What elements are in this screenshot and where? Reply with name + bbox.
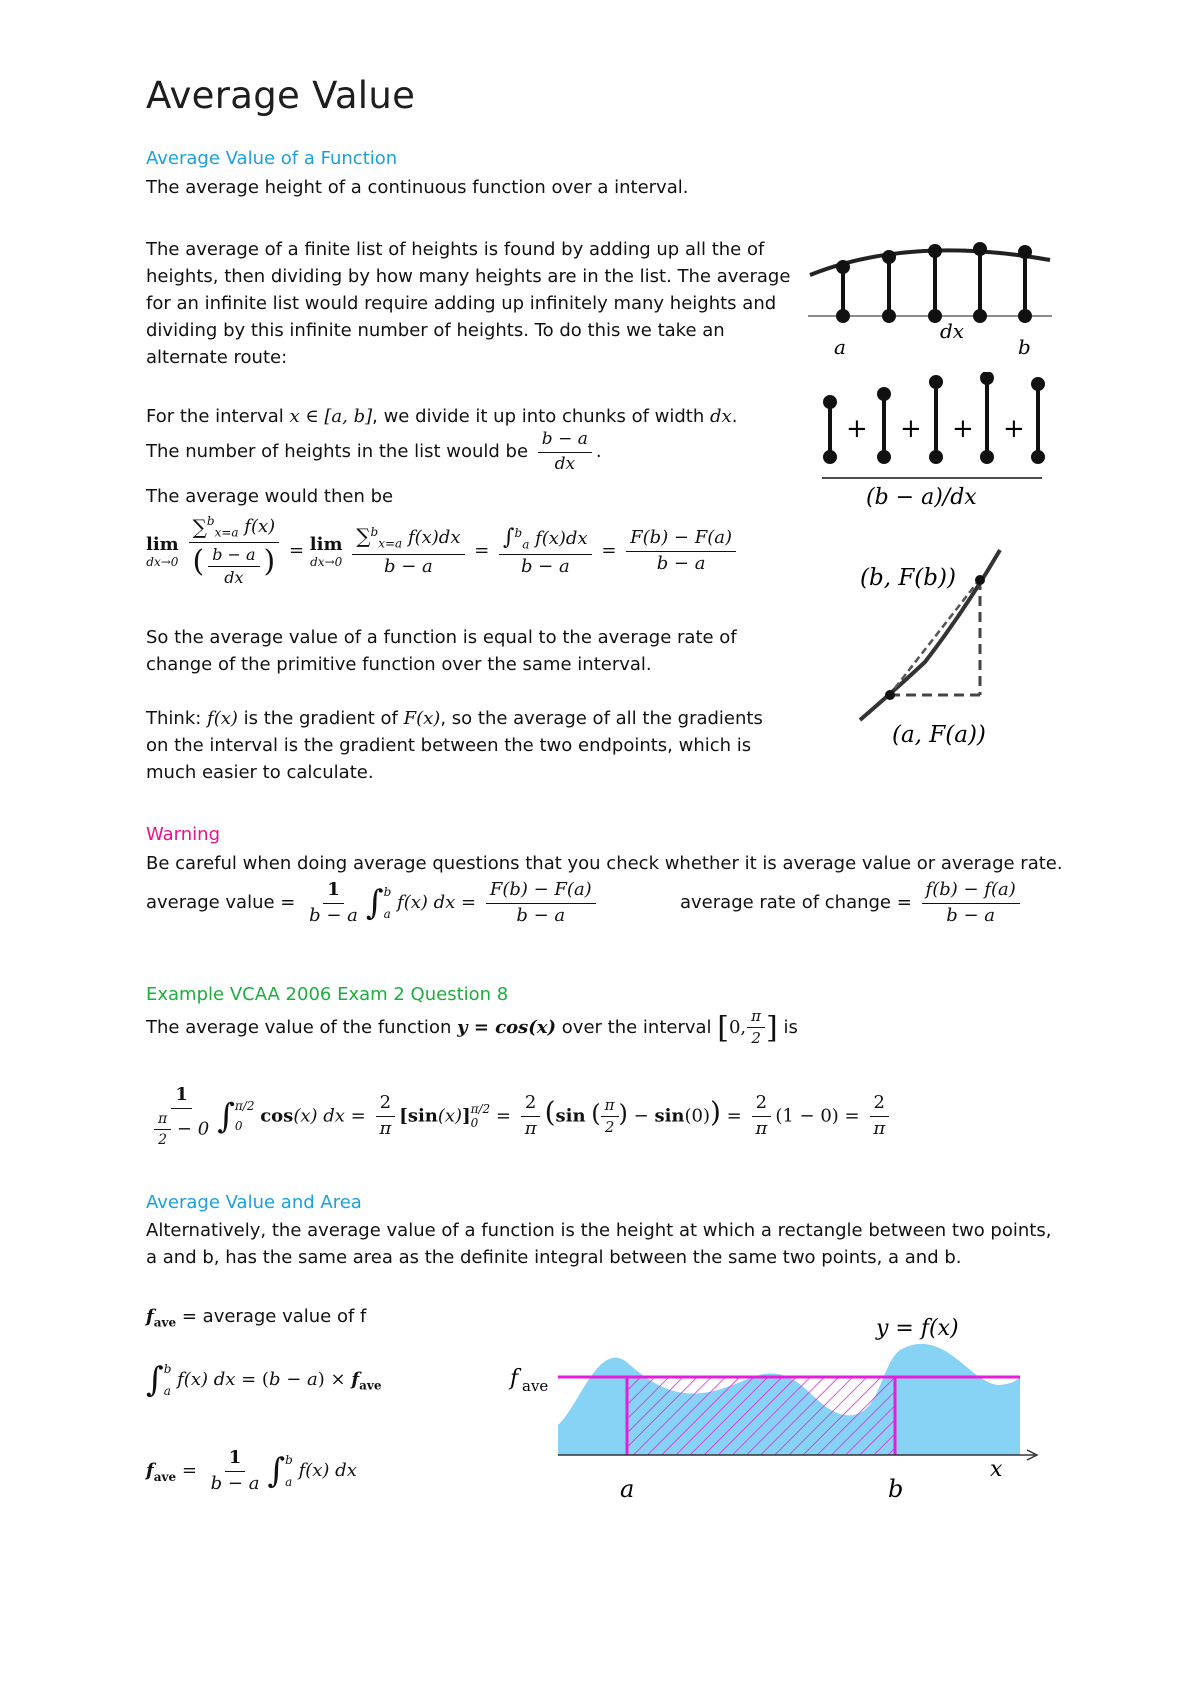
x-axis-label: x	[990, 1457, 1003, 1482]
count-denominator: (b − a)/dx	[866, 485, 977, 510]
paragraph-line: heights, then dividing by how many heights are in the list. The average	[146, 266, 791, 287]
point-b-label: (b, F(b))	[860, 565, 956, 591]
heights-under-curve-diagram	[800, 230, 1060, 370]
paragraph-line: So the average value of a function is equal to the average rate of	[146, 627, 737, 648]
example-function: y = cos(x)	[457, 1016, 557, 1038]
average-rate-formula: average rate of change = $\frac{f(b) - f(a)}{b - a}$	[680, 880, 1024, 926]
interval-sentence: For the interval x ∈ [a, b], we divide it up into chunks of width dx.	[146, 406, 738, 427]
fave-subscript: ave	[522, 1377, 549, 1395]
label-b: b	[1018, 335, 1031, 359]
paragraph-line: much easier to calculate.	[146, 762, 374, 783]
example-solution: 1 $\frac{\pi}{2}$ − 0 ∫ π/2 0 cos(x) dx = $\frac{2}{\pi}$ [sin(x)] π/2 0 = $\frac{2}{\pi}$ (sin ( $\frac{\pi}{2}$ ) − sin(0)) = $\frac{2}{\pi}$ (1 − 0) = $\frac{2}{\pi}$	[146, 1085, 893, 1148]
definition-text: The average height of a continuous function over a interval.	[146, 177, 689, 198]
sum-over-count-diagram	[820, 372, 1060, 512]
interval-math: x ∈ [a, b]	[289, 406, 373, 427]
label-dx: dx	[940, 319, 965, 343]
paragraph-line: alternate route:	[146, 347, 288, 368]
plus-sign: +	[900, 414, 922, 444]
section-heading-average-value-function: Average Value of a Function	[146, 148, 398, 169]
example-question: The average value of the function y = cos(x) over the interval [0, $\frac{\pi}{2}$ ] is	[146, 1007, 798, 1048]
warning-heading: Warning	[146, 824, 221, 845]
paragraph-line: on the interval is the gradient between the two endpoints, which is	[146, 735, 752, 756]
fave-label: f	[510, 1366, 519, 1391]
paragraph-line: for an infinite list would require adding up infinitely many heights and	[146, 293, 777, 314]
average-area-diagram	[500, 1305, 1040, 1505]
curve-label: y = f(x)	[876, 1316, 959, 1341]
plus-sign: +	[1003, 414, 1025, 444]
area-equality-formula: ∫ b a f(x) dx = $(b - a) \times f_{ave}$	[146, 1360, 382, 1400]
limit-equation: lim dx→0 ∑$^b_{x=a}$ f(x) ( $\frac{b - a}{dx}$ ) = lim dx→0 $\frac{\sum^b_{x=a} f(x)dx}{b - a}$ = $\frac{\int^b_a f(x)dx}{b - a}$ = $\frac{F(b) - F(a)}{b - a}$	[146, 515, 740, 587]
number-of-heights-sentence: The number of heights in the list would be $\frac{b - a}{dx}$ .	[146, 429, 602, 474]
label-a: a	[834, 335, 846, 359]
think-paragraph: Think: f(x) is the gradient of F(x), so the average of all the gradients on the interval is the gradient between the two endpoints, which is much easier to calculate.	[146, 705, 806, 786]
plus-sign: +	[952, 414, 974, 444]
number-fraction: $\frac{b - a}{dx}$	[538, 430, 592, 474]
area-paragraph	[146, 1217, 1051, 1271]
average-value-formula: average value = $\frac{1}{b - a}$ ∫ b a f(x) dx = $\frac{F(b) - F(a)}{b - a}$	[146, 880, 600, 926]
point-a-label: (a, F(a))	[892, 722, 986, 748]
example-heading: Example VCAA 2006 Exam 2 Question 8	[146, 984, 509, 1005]
average-rectangle	[627, 1377, 895, 1455]
paragraph-line: a and b, has the same area as the definite integral between the same two points, a and b.	[146, 1247, 962, 1268]
a-label: a	[620, 1475, 635, 1503]
page-title: Average Value	[146, 74, 416, 117]
paragraph-line: Alternatively, the average value of a function is the height at which a rectangle between two points,	[146, 1220, 1052, 1241]
plus-sign: +	[846, 414, 868, 444]
section-heading-average-value-area: Average Value and Area	[146, 1192, 362, 1213]
b-label: b	[888, 1475, 904, 1503]
paragraph-line: The average of a finite list of heights is found by adding up all the of	[146, 239, 765, 260]
paragraph-line: change of the primitive function over the same interval.	[146, 654, 652, 675]
paragraph-line: dividing by this infinite number of heights. To do this we take an	[146, 320, 725, 341]
conclusion-paragraph	[146, 624, 796, 678]
secant-gradient-diagram	[850, 530, 1050, 755]
average-would-be-text: The average would then be	[146, 486, 394, 507]
warning-text: Be careful when doing average questions that you check whether it is average value or average rate.	[146, 853, 1063, 874]
fave-formula: $f_{ave}$ = $\frac{1}{b - a}$ ∫ b a f(x) dx	[146, 1447, 357, 1494]
fave-definition: $f_{ave}$ = average value of f	[146, 1306, 367, 1330]
finite-list-paragraph	[146, 236, 796, 371]
